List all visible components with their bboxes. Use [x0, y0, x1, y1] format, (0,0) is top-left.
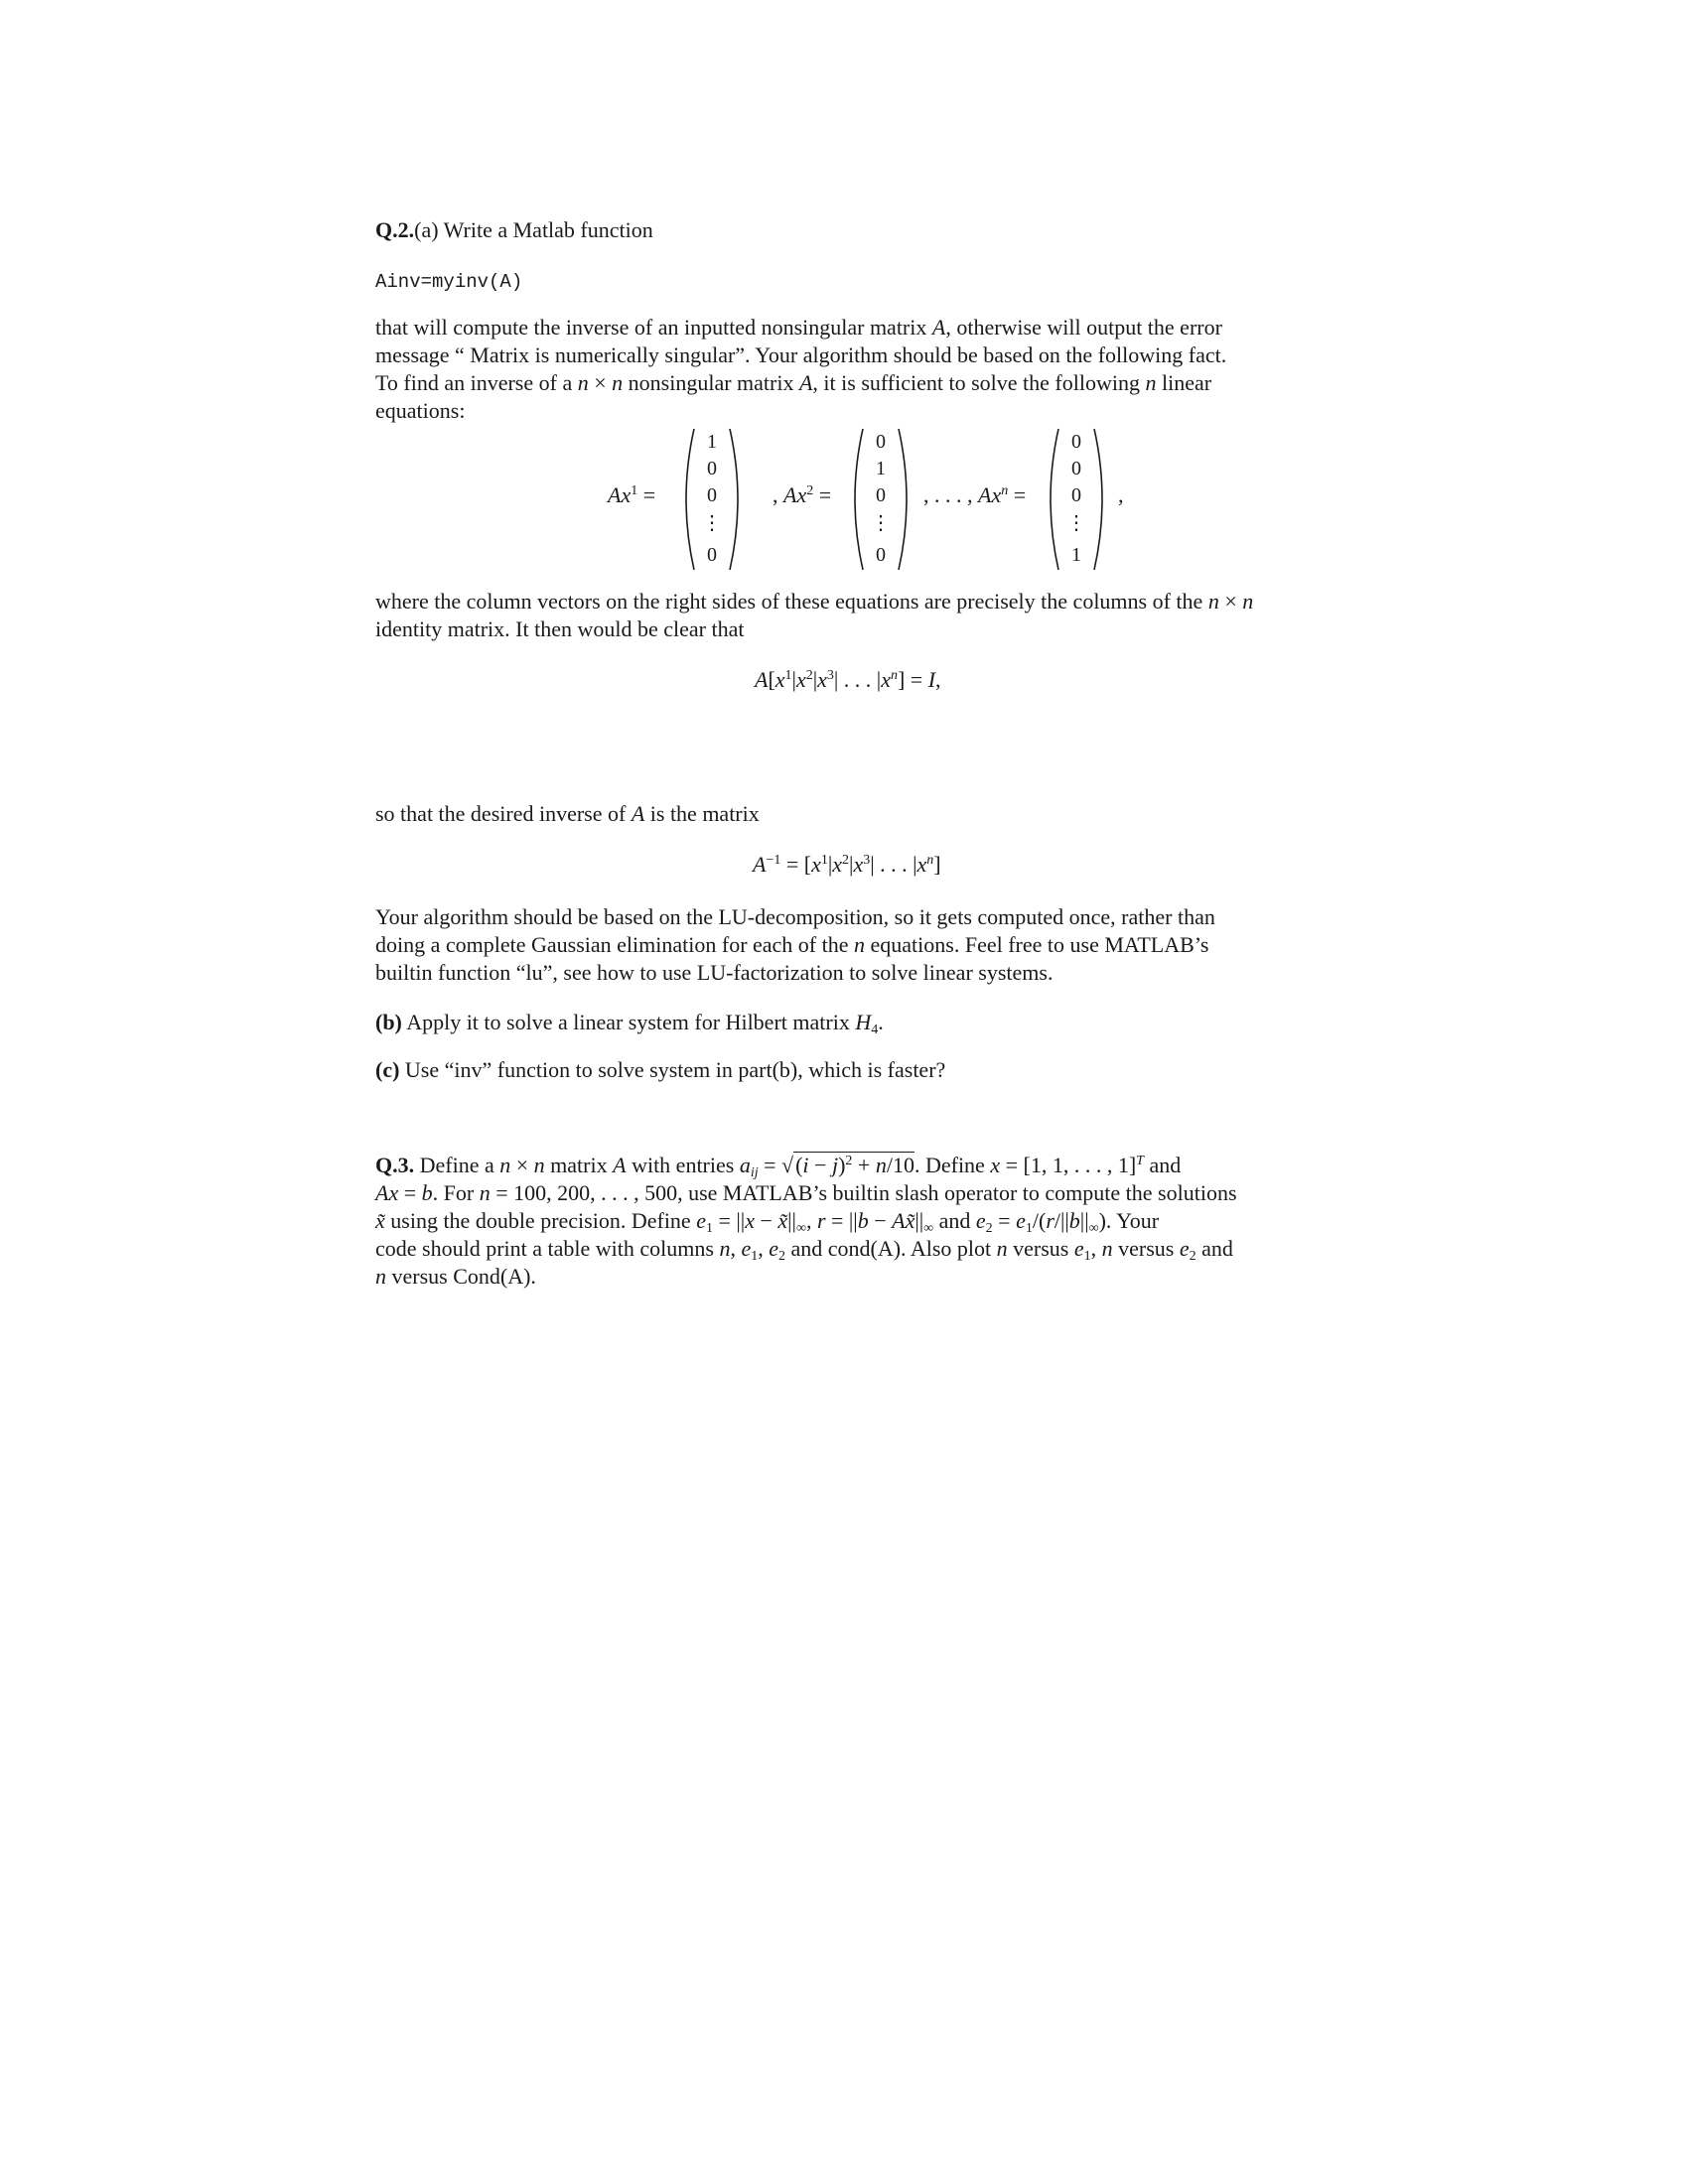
q2-label: Q.2. — [375, 217, 415, 242]
q2-heading — [375, 216, 1368, 244]
code-signature: Ainv=myinv(A) — [375, 271, 523, 293]
q2-paragraph-4-line-3: builtin function “lu”, see how to use LU-factorization to solve linear systems. — [375, 960, 1054, 985]
column-vector-n: 0 0 0 ⋮ 1 — [1045, 425, 1108, 574]
q2-paragraph-1-line-2: message “ Matrix is numerically singular”. Your algorithm should be based on the following fact. — [375, 342, 1227, 367]
eq-axn: , . . . , $Ax^n$ = — [923, 482, 1027, 507]
document-page: Q.2.(a) Write a Matlab function Ainv=myinv(A) that will compute the inverse of an inputted nonsingular matrix A, otherwise will output the error message “ Matrix is numerically singular”. Your algorithm should be based on the following fact. To find an inverse of a n × n nonsingular matrix A, it is sufficient to solve the following n linear equations: $Ax^1$ = 1 0 0 ⋮ 0 , $Ax^2$ = 0 1 0 ⋮ 0 , . . . , $Ax^n$ = 0 0 0 ⋮ 1 , where the column vectors on the right sides of these equations are precisely the columns of the n × n identity matrix. It then would be clear that $A[x^1|x^2|x^3|$ . . . $|x^n] = I$, so that the desired inverse of A is the matrix $A^{-1} = [x^1|x^2|x^3|$ . . . $|x^n$] Your algorithm should be based on the LU-decomposition, so it gets computed once, rather than doing a complete Gaussian elimination for each of the n equations. Feel free to use MATLAB’s builtin function “lu”, see how to use LU-factorization to solve linear systems. (b) Apply it to solve a linear system for Hilbert matrix $H_4$. (c) Use “inv” function to solve system in part(b), which is faster? Q.3. Define a n × n matrix A with entries $a_{ij} = √(i - j)^2 + n/10$. Define x = [1, 1, . . . , 1]$^T$ and Ax = b. For n = 100, 200, . . . , 500, use MATLAB’s builtin slash operator to compute the solutions x̃ using the double precision. Define $e_1 = ||x$ − $x̃||_\infty$, $r = ||b - Ax̃||_\infty$ and $e_2 = e_1/(r/||b||_\infty)$. Your code should print a table with columns n, $e_1$, $e_2$ and cond(A). Also plot n versus $e_1$, n versus $e_2$ and n versus Cond(A). — [0, 0, 1688, 2184]
q2-part-a-label: (a) — [414, 217, 439, 242]
q2-paragraph-1: that will compute the inverse of an inputted nonsingular matrix A, otherwise will output the error — [375, 315, 1222, 340]
q3-line-2: Ax = b. For n = 100, 200, . . . , 500, use MATLAB’s builtin slash operator to compute the solutions — [375, 1180, 1237, 1205]
q2-paragraph-4: Your algorithm should be based on the LU-decomposition, so it gets computed once, rather than — [375, 904, 1215, 929]
eq-identity: $A[x^1|x^2|x^3|$ . . . $|x^n] = I$, — [755, 667, 941, 692]
q3-line-5: n versus Cond(A). — [375, 1264, 536, 1289]
q2-paragraph-2: where the column vectors on the right sides of these equations are precisely the columns of the n × n — [375, 589, 1254, 614]
q2-paragraph-1-line-3: To find an inverse of a n × n nonsingular matrix A, it is sufficient to solve the following n linear — [375, 370, 1212, 395]
eq-inverse: $A^{-1} = [x^1|x^2|x^3|$ . . . $|x^n$] — [753, 852, 941, 877]
eq-ax2: , $Ax^2$ = — [773, 482, 832, 507]
column-vector-2: 0 1 0 ⋮ 0 — [849, 425, 913, 574]
column-vector-1: 1 0 0 ⋮ 0 — [680, 425, 744, 574]
q2-paragraph-2-line-2: identity matrix. It then would be clear that — [375, 616, 745, 641]
q3-line-1: Q.3. Define a n × n matrix A with entries $a_{ij} = √(i - j)^2 + n/10$. Define x = [1, 1, . . . , 1]$^T$ and — [375, 1153, 1182, 1180]
q3-line-4: code should print a table with columns n, $e_1$, $e_2$ and cond(A). Also plot n versus $e_1$, n versus $e_2$ and — [375, 1236, 1233, 1264]
q2-part-c: (c) Use “inv” function to solve system in part(b), which is faster? — [375, 1057, 946, 1082]
q2-paragraph-3: so that the desired inverse of A is the matrix — [375, 801, 760, 826]
q2-part-a-intro: Write a Matlab function — [443, 217, 653, 242]
q2-paragraph-4-line-2: doing a complete Gaussian elimination for each of the n equations. Feel free to use MATLAB’s — [375, 932, 1209, 957]
eq-ax1: $Ax^1$ = — [608, 482, 656, 507]
q2-paragraph-1-line-4: equations: — [375, 398, 466, 423]
q2-part-b: (b) Apply it to solve a linear system for Hilbert matrix $H_4$. — [375, 1010, 884, 1037]
q3-line-3: x̃ using the double precision. Define $e_1 = ||x$ − $x̃||_\infty$, $r = ||b - Ax̃||_\infty$ and $e_2 = e_1/(r/||b||_\infty)$. Your — [375, 1208, 1160, 1236]
